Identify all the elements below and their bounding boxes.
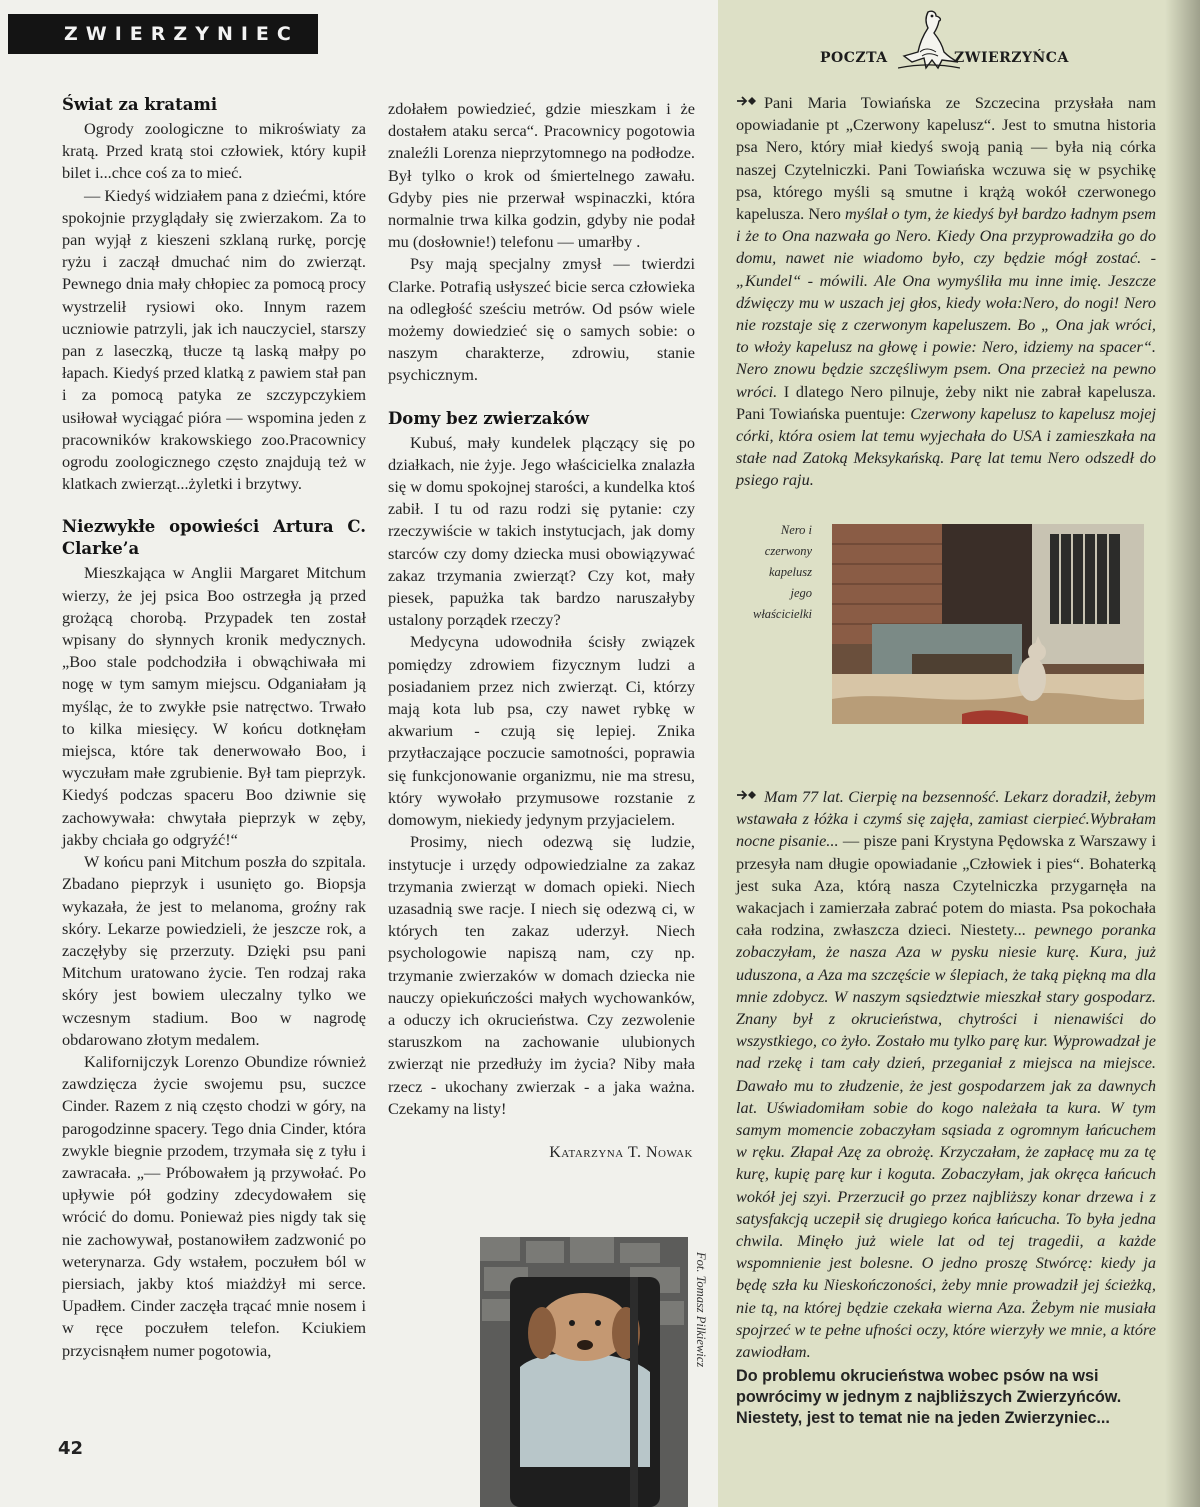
page-spine [1165, 0, 1200, 1507]
arrow-bullet-icon [736, 95, 758, 107]
article-column-middle [388, 98, 695, 1164]
photo-caption: Nero i czerwony kapelusz jego właścicielki [752, 523, 812, 621]
heading-domy-bez-zwierzakow: Domy bez zwierzaków [388, 408, 589, 428]
paragraph: Prosimy, niech odezwą się ludzie, instytucje i urzędy odpowiedzialne za zakaz trzymania zwierząt w domach opieki. Niech uzasadnią swe racje. I niech się odezwą ci, w których ten zakaz uderzył. Niech psychologowie napiszą nam, czy np. trzymanie zwierzaków w domach dziecka nie nauczy opiekuńczości małych wychowanków, a oduczy ich okrucieństwa. Czy zezwolenie staruszkom na zachowanie ulubionych zwierząt nie przedłuży im życia? Niby mała rzecz - ukochany zwierzak - a jaka ważna. Czekamy na listy! [388, 832, 695, 1118]
paragraph: Kubuś, mały kundelek plączący się po działkach, nie żyje. Jego właścicielka znalazła się w domu spokojnej starości, a kundelka ktoś zabił. I tu od razu rodzi się pytanie: czy rzeczywiście w takich instytucjach, jak domy starców czy domy dziecka musi obowiązywać zakaz trzymania zwierząt? Czy kot, mały piesek, papużka tak bardzo naruszałyby ustalony porządek rzeczy? [388, 432, 695, 630]
letter-text: I dlatego Nero pilnuje, żeby nikt nie zabrał kapelusza. Pani Towiańska puentuje: [736, 381, 1156, 423]
paragraph: Medycyna udowodniła ścisły związek pomiędzy zdrowiem fizycznym ludzi a posiadaniem przez nich zwierząt. Ci, którzy mają kota lub psa, czy nawet rybkę w akwarium - czują się lepiej. Znika przytłaczające poczucie samotności, poprawia się funkcjonowanie organizmu, nie ma stresu, który wywołało przymusowe rozstanie z domowym, niekiedy jedynym przyjacielem. [388, 632, 695, 830]
arrow-bullet-icon [736, 789, 758, 801]
closing-note: Do problemu okrucieństwa wobec psów na wsi powrócimy w jednym z najbliższych Zwierzyńców. Niestety, jest to temat nie na jeden Zwierzyniec... [736, 1367, 1122, 1427]
paragraph: — Kiedyś widziałem pana z dziećmi, które spokojnie przyglądały się zwierzakom. Za to pan wyjął z kieszeni szklaną rurkę, porcję ryżu i zaczął dmuchać nim do zwierząt. Pewnego dnia mały chłopiec za pomocą procy wystrzelił rysiowi oko. Innym razem uczniowie patrzyli, jak ich nauczyciel, starszy pan z laseczką, tłucze tą laską małpy po łapach. Kiedyś przed klatką z pawiem stał pan i za pomocą patyka ze szczypczykiem usiłował wyciągać pióra — wspomina jeden z pracowników krakowskiego zoo.Pracownicy ogrodu zoologicznego często znajdują też w klatkach zwierząt...żyletki i brzytwy. [62, 185, 366, 494]
photo-nero-dog [832, 524, 1144, 724]
photo-dog-in-bag [480, 1237, 688, 1507]
letter-quote: myślał o tym, że kiedyś był bardzo ładnym psem i że to Ona nazwała go Nero. Kiedy Ona przyprowadziła go do domu, nawet nie wiadomo było, czy będzie mógł zostać. - „Kundel“ - mówili. Ale Ona wymyśliła mu inne imię. Jeszcze dźwięczy mu w uszach jej głos, kiedy woła:Nero, do nogi! Nero nie rozstaje się z czerwonym kapeluszem. Bo „ Ona jak wróci, to włoży kapelusz na głowę i powie: Nero, idziemy na spacer“. Nero znowu będzie szczęśliwym psem. Ona przecież na pewno wróci. [736, 204, 1156, 401]
letter-text: — pisze pani Krystyna Pędowska z Warszawy i przesyła nam długie opowiadanie „Człowiek i pies“. Bohaterką jest suka Aza, którą nasza Czytelniczka przygarnęła na wakacjach i zamierzała zabrać potem do miasta. Psa pokochała cała rodzina, zwłaszcza dzieci. Niestety... [736, 831, 1156, 940]
photo-credit-text: Fot. Tomasz Pilkiewicz [694, 1252, 708, 1368]
letter-quote: Czerwony kapelusz to kapelusz mojej córki, która osiem lat temu wyjechała do USA i zamieszkała na stałe nad Zatoką Meksykańską. Parę lat temu Nero odszedł do psiego raju. [736, 403, 1156, 490]
letter-pedowska [736, 786, 1156, 1363]
paragraph: Kalifornijczyk Lorenzo Obundize również zawdzięcza życie swojemu psu, suczce Cinder. Razem z nią często chodzi w góry, na parogodzinne spacery. Tego dnia Cinder, która zwykle biegnie przodem, trzymała się z tyłu i zawracała. „— Próbowałem ją przywołać. Po upływie pół godziny zdecydowałem się wrócić do domu. Ponieważ pies nigdy tak się nie zachowywał, postanowiłem zadzwonić po weterynarza. Gdy wstałem, poczułem ból w piersiach, jakby ktoś miażdżył mi serce. Upadłem. Cinder zaczęła trącać mnie nosem i w ręce poczułem telefon. Kciukiem przycisnąłem numer pogotowia, [62, 1051, 366, 1360]
poczta-header [820, 8, 1080, 72]
paragraph: Mieszkająca w Anglii Margaret Mitchum wierzy, że jej psica Boo ostrzegła ją przed grożącą chorobą. Przypadek ten został wpisany do słynnych kronik medycznych. „Boo stale podchodziła i obwąchiwała mi nogę w tym samym miejscu. Odganiałam ją myśląc, że to zwykłe psie natręctwo. Trwało to kilka miesięcy. W końcu dotknęłam miejsca, które tak denerwowało Boo, i wyczułam małe zgrubienie. Był tam pieprzyk. Kiedyś podczas spaceru Boo dziwnie się zachowywała: chwytała pieprzyk w zęby, jakby chciała go odgryźć!“ [62, 563, 366, 849]
heading-niezwykle-opowiesci: Niezwykłe opowieści Artura C. Clarke’a [62, 517, 366, 559]
letters-column [736, 92, 1156, 492]
heading-swiat-za-kratami: Świat za kratami [62, 95, 218, 114]
header-word-zwierzynca: ZWIERZYŃCA [954, 50, 1069, 66]
section-banner: ZWIERZYNIEC [8, 14, 318, 54]
photo-credit [692, 1252, 712, 1452]
paragraph: W końcu pani Mitchum poszła do szpitala. Zbadano pieprzyk i usunięto go. Biopsja wykazała, że jest to melanoma, groźny rak skóry. Lekarze powiedzieli, że jeszcze rok, a zaczęłyby się przerzuty. Dzięki psu pani Mitchum uratowano życie. Ten rodzaj raka skóry jest bowiem uleczalny tylko we wczesnym stadium. Boo w nagrodę obdarowano złotym medalem. [62, 852, 366, 1049]
page-number: 42 [58, 1438, 84, 1459]
letter-towianska [736, 92, 1156, 492]
paragraph: Psy mają specjalny zmysł — twierdzi Clarke. Potrafią usłyszeć bicie serca człowieka na odległość sześciu metrów. Od psów wiele możemy dowiedzieć się o samych sobie: o naszym charakterze, zdrowiu, stanie psychicznym. [388, 254, 695, 385]
pigeon-icon [898, 8, 960, 72]
article-column-left [62, 94, 366, 1362]
letter-quote: pewnego poranka zobaczyłam, że nasza Aza w pysku niesie kurę. Kura, już uduszona, a Aza ma szczęście w ślepiach, że taką piękną ma dla mnie zdobycz. W naszym sąsiedztwie mieszkał stary gospodarz. Znany był z okrucieństwa, chytrości i nienawiści do wszystkiego, co żyło. Zostało mu tylko parę kur. Wyprowadzał je nad rzekę i tam cały dzień, przeganiał z miejsca na miejsce. Dawało mu to złudzenie, że jest gospodarzem jak za dawnych lat. Uświadomiłam sobie do kogo należała ta kura. W tym samym momencie zobaczyłam sąsiada z ogromnym łańcuchem w ręku. Złapał Azę za obrożę. Krzyczałam, że zapłacę mu za tę kurę, kupię parę kur i koguta. Zobaczyłam, jak okręca łańcuch wokół jej szyi. Przerzucił go przez najbliższy konar drzewa i z satysfakcją uczepił się drugiego końca łańcucha. To była jedna chwila. Minęło już wiele lat od tej tragedii, a każde wspomnienie jest bolesne. O jedno proszę Stwórcę: kiedy ja będę szła ku Nieskończoności, żeby mnie prowadził jej ścieżką, nie tą, na której będzie czekała wierna Aza. Żebym nie musiała spojrzeć w te pełne ufności oczy, które wierzyły we mnie, a które zawiodłam. [736, 920, 1157, 1362]
paragraph: zdołałem powiedzieć, gdzie mieszkam i że dostałem ataku serca“. Pracownicy pogotowia znaleźli Lorenza nieprzytomnego na podłodze. Był tylko o krok od śmiertelnego zawału. Gdyby pies nie przerwał wspinaczki, która normalnie trwa kilka godzin, gdyby nie podał mu (dosłownie!) telefonu — umarłby . [388, 99, 695, 252]
author-byline: Katarzyna T. Nowak [549, 1143, 693, 1161]
paragraph: Ogrody zoologiczne to mikroświaty za kratą. Przed kratą stoi człowiek, który kupił bilet i...chce coś za to mieć. [62, 119, 366, 183]
letter-text: Pani Maria Towiańska ze Szczecina przysłała nam opowiadanie pt „Czerwony kapelusz“. Jest to smutna historia psa Nero, który miał kiedyś swoją panią — była nią córka naszej Czytelniczki. Pani Towiańska wczuwa się w psychikę psa, którego myśli są smutne i krążą wokół czerwonego kapelusza. Nero [736, 93, 1156, 224]
header-word-poczta: POCZTA [820, 50, 888, 66]
letters-column-lower [736, 786, 1156, 1429]
letter-quote: Mam 77 lat. Cierpię na bezsenność. Lekarz doradził, żebym wstawała z łóżka i czymś się zajęła, zamiast cierpieć.Wybrałam nocne pisanie... [736, 787, 1156, 851]
